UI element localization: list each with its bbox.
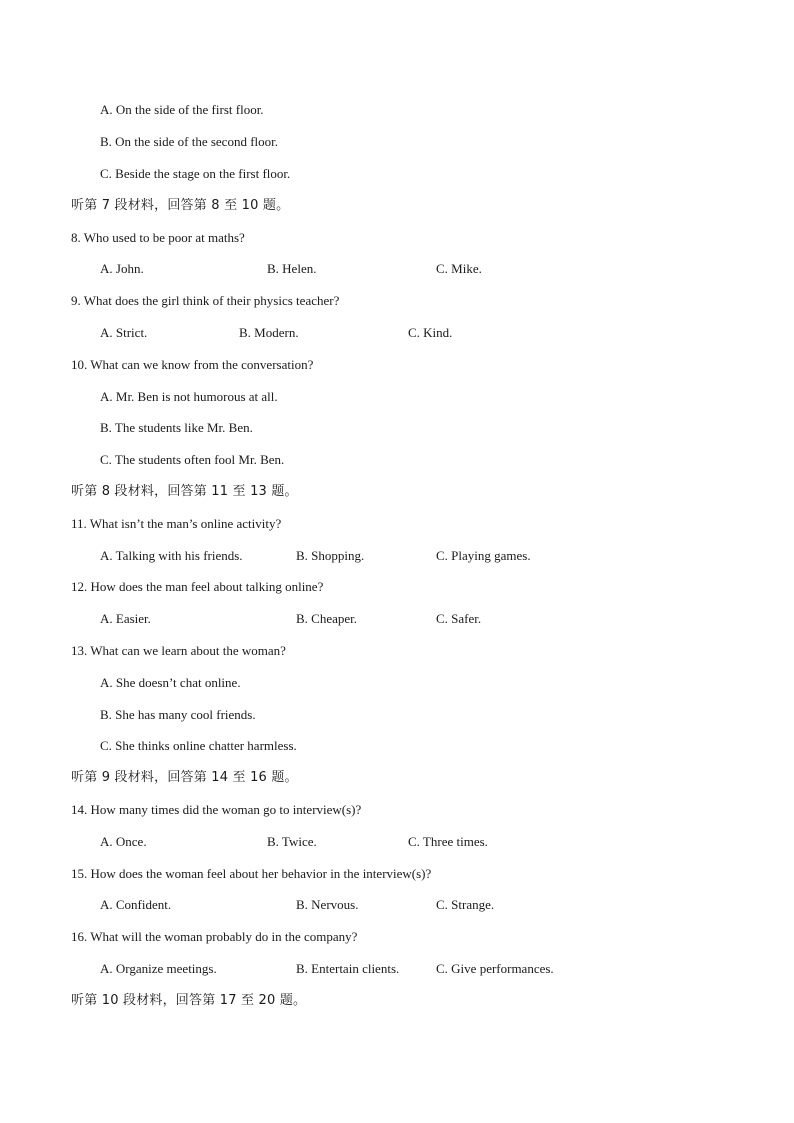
option-b: B. Cheaper. (296, 611, 358, 626)
option-c: C. Safer. (436, 611, 482, 626)
option-b: B. On the side of the second floor. (100, 134, 278, 149)
section-heading: 听第 9 段材料，回答第 14 至 16 题。 (71, 770, 298, 785)
option-c: C. Beside the stage on the first floor. (100, 166, 291, 181)
question-8: 8. Who used to be poor at maths? (71, 230, 245, 245)
option-a: A. Once. (100, 834, 147, 849)
option-c: C. Three times. (408, 834, 488, 849)
option-b: B. The students like Mr. Ben. (100, 420, 253, 435)
question-13: 13. What can we learn about the woman? (71, 643, 286, 658)
option-c: C. The students often fool Mr. Ben. (100, 452, 285, 467)
option-b: B. Shopping. (296, 548, 365, 563)
option-b: B. Entertain clients. (296, 961, 400, 976)
option-a: A. Confident. (100, 897, 172, 912)
section-heading: 听第 10 段材料，回答第 17 至 20 题。 (71, 993, 307, 1008)
option-a: A. Organize meetings. (100, 961, 217, 976)
question-15: 15. How does the woman feel about her behavior in the interview(s)? (71, 866, 432, 881)
option-a: A. John. (100, 261, 144, 276)
option-a: A. On the side of the first floor. (100, 102, 264, 117)
option-a: A. Easier. (100, 611, 151, 626)
option-c: C. She thinks online chatter harmless. (100, 738, 297, 753)
option-b: B. Helen. (267, 261, 317, 276)
section-heading: 听第 8 段材料，回答第 11 至 13 题。 (71, 484, 298, 499)
question-12: 12. How does the man feel about talking online? (71, 579, 324, 594)
option-a: A. Mr. Ben is not humorous at all. (100, 389, 278, 404)
section-heading: 听第 7 段材料，回答第 8 至 10 题。 (71, 198, 290, 213)
option-c: C. Playing games. (436, 548, 531, 563)
option-c: C. Kind. (408, 325, 453, 340)
option-b: B. Twice. (267, 834, 317, 849)
question-9: 9. What does the girl think of their physics teacher? (71, 293, 340, 308)
question-11: 11. What isn’t the man’s online activity? (71, 516, 282, 531)
question-16: 16. What will the woman probably do in the company? (71, 929, 358, 944)
option-a: A. Talking with his friends. (100, 548, 243, 563)
option-a: A. Strict. (100, 325, 148, 340)
option-c: C. Mike. (436, 261, 482, 276)
question-14: 14. How many times did the woman go to interview(s)? (71, 802, 362, 817)
option-b: B. Nervous. (296, 897, 359, 912)
option-a: A. She doesn’t chat online. (100, 675, 241, 690)
option-b: B. She has many cool friends. (100, 707, 256, 722)
option-c: C. Strange. (436, 897, 495, 912)
option-c: C. Give performances. (436, 961, 554, 976)
option-b: B. Modern. (239, 325, 299, 340)
question-10: 10. What can we know from the conversation? (71, 357, 314, 372)
